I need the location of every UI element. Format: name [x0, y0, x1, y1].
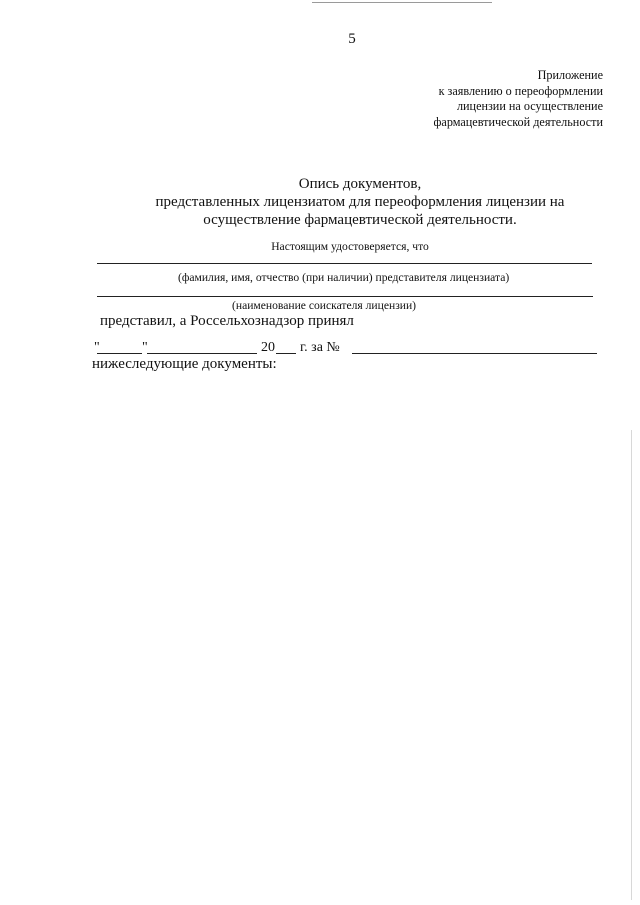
- year-prefix: 20: [261, 340, 275, 355]
- appendix-line-4: фармацевтической деятельности: [433, 114, 603, 129]
- appendix-line-1: Приложение: [537, 68, 603, 82]
- applicant-caption: (наименование соискателя лицензии): [232, 299, 417, 312]
- appendix-line-2: к заявлению о переоформлении: [438, 83, 603, 98]
- appendix-header: [434, 68, 603, 130]
- title-line-3: осуществление фармацевтической деятельности.: [203, 212, 517, 228]
- quote-open: ": [94, 340, 100, 355]
- number-blank: [352, 353, 597, 354]
- document-title: [0, 175, 640, 229]
- year-suffix: г. за №: [300, 340, 340, 355]
- following-documents-text: нижеследующие документы:: [92, 356, 277, 372]
- quote-close: ": [142, 340, 148, 355]
- year-blank: [276, 353, 296, 354]
- day-blank: [97, 353, 142, 354]
- scan-edge-top: [312, 2, 492, 3]
- page-number: 5: [348, 31, 356, 47]
- applicant-name-line: [97, 296, 593, 297]
- presented-text: представил, а Россельхознадзор принял: [100, 313, 354, 329]
- title-line-1: Опись документов,: [298, 176, 422, 192]
- month-blank: [147, 353, 257, 354]
- representative-caption: (фамилия, имя, отчество (при наличии) представителя лицензиата): [178, 271, 510, 284]
- scan-edge-right: [631, 430, 632, 900]
- representative-name-line: [97, 263, 592, 264]
- certify-text: Настоящим удостоверяется, что: [271, 240, 429, 253]
- title-line-2: представленных лицензиатом для переоформления лицензии на: [155, 194, 565, 210]
- appendix-line-3: лицензии на осуществление: [456, 99, 603, 113]
